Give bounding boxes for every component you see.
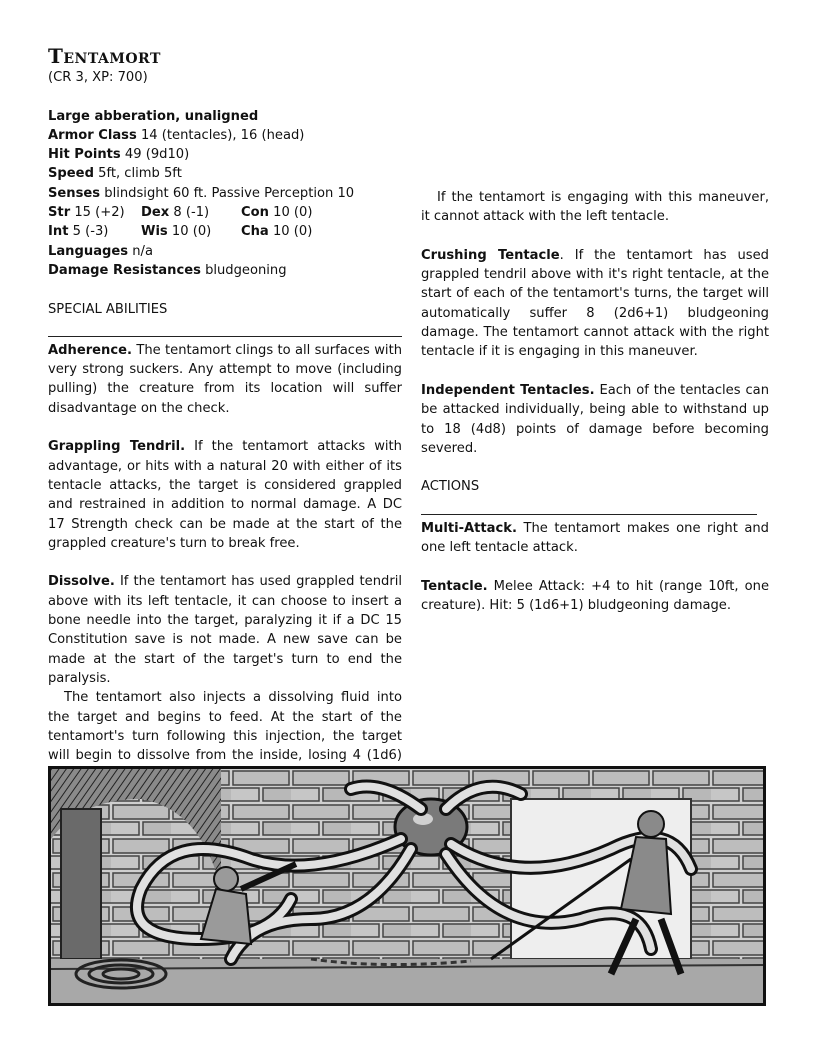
dissolve-paragraph-3 — [421, 188, 769, 227]
challenge-rating: (CR 3, XP: 700) — [48, 70, 148, 85]
ability-value: 8 (-1) — [173, 205, 210, 221]
dissolve-name: Dissolve. — [48, 574, 115, 590]
ability-scores — [48, 203, 402, 242]
crushing-paragraph — [421, 246, 769, 362]
multi-attack-paragraph — [421, 519, 769, 558]
armor-class-value: 14 (tentacles), 16 (head) — [140, 127, 305, 143]
damage-resistances-line — [48, 261, 402, 280]
damage-resistances-label: Damage Resistances — [48, 262, 201, 278]
grappling-text: If the tentamort attacks with advantage, or hits with a natural 20 with either of its tentacle attacks, the target is considered grappled and restrained in addition to normal damage. A DC 17 Strength check can be made at the start of the grappled creature's turn to break free. — [48, 439, 402, 551]
ability-label: Wis — [141, 224, 168, 240]
monster-type: Large abberation, unaligned — [48, 108, 259, 124]
grappling-name: Grappling Tendril. — [48, 439, 186, 455]
languages-line — [48, 242, 402, 261]
ability-value: 15 (+2) — [74, 205, 125, 221]
languages-label: Languages — [48, 243, 129, 259]
senses-line — [48, 184, 402, 203]
tentacle-paragraph — [421, 577, 769, 616]
crushing-text: . If the tentamort has used grappled tendril above with it's right tentacle, at the start of each of the tentamort's turns, the target will automatically suffer 8 (2d6+1) bludgeoning damage. The tentamort cannot attack with the right tentacle if it is engaging in this maneuver. — [421, 247, 769, 360]
section-divider — [421, 514, 757, 515]
independent-text: Each of the tentacles can be attacked individually, being able to withstand up to 18 (4d8) points of damage before becoming severed. — [421, 382, 769, 456]
tentacle-name: Tentacle. — [421, 578, 488, 594]
languages-value: n/a — [132, 243, 153, 259]
actions-heading: ACTIONS — [421, 479, 480, 495]
hit-points-value: 49 (9d10) — [124, 147, 190, 163]
senses-value: blindsight 60 ft. Passive Perception 10 — [104, 185, 355, 201]
ability-label: Int — [48, 224, 69, 240]
ability-label: Str — [48, 205, 71, 221]
ability-dex — [141, 203, 241, 222]
independent-name: Independent Tentacles. — [421, 382, 595, 398]
dissolve-paragraph — [48, 572, 402, 688]
speed-label: Speed — [48, 166, 94, 182]
ability-int — [48, 222, 141, 241]
tentacle-text: Melee Attack: +4 to hit (range 10ft, one creature). Hit: 5 (1d6+1) bludgeoning damage. — [421, 578, 769, 613]
speed-value: 5ft, climb 5ft — [98, 166, 182, 182]
section-divider — [48, 336, 402, 337]
ability-label: Con — [241, 205, 269, 221]
damage-resistances-value: bludgeoning — [205, 262, 287, 278]
right-column — [421, 50, 769, 615]
hit-points-label: Hit Points — [48, 147, 121, 163]
dissolve-text-3: If the tentamort is engaging with this maneuver, it cannot attack with the left tentacle. — [421, 190, 769, 225]
multi-attack-text: The tentamort makes one right and one left tentacle attack. — [421, 520, 769, 556]
tentamort-illustration — [48, 766, 766, 1006]
independent-paragraph — [421, 381, 769, 458]
monster-name: Tentamort — [48, 44, 161, 68]
ability-value: 10 (0) — [272, 224, 313, 240]
ability-str — [48, 203, 141, 222]
senses-label: Senses — [48, 185, 101, 201]
ability-cha — [241, 222, 341, 241]
ability-value: 5 (-3) — [72, 224, 109, 240]
grappling-paragraph — [48, 437, 402, 553]
ability-con — [241, 203, 341, 222]
dissolve-text: If the tentamort has used grappled tendril above with its left tentacle, it can choose to insert a bone needle into the target, paralyzing it if a DC 15 Constitution save is not made. A new save can be made at the start of the target's turn to end the paralysis. — [48, 574, 402, 686]
ability-value: 10 (0) — [171, 224, 212, 240]
hit-points-line — [48, 145, 402, 164]
crushing-name: Crushing Tentacle — [421, 247, 560, 263]
special-abilities-heading: SPECIAL ABILITIES — [48, 301, 168, 317]
speed-line — [48, 164, 402, 183]
adherence-paragraph — [48, 341, 402, 418]
adherence-name: Adherence. — [48, 342, 132, 358]
ability-value: 10 (0) — [273, 205, 313, 221]
ability-wis — [141, 222, 241, 241]
dissolve-text-2: The tentamort also injects a dissolving fluid into the target and begins to feed. At the start of the tentamort's turn following this injection, the target will begin to dissolve from the inside, losing 4 (1d6) — [48, 690, 402, 764]
armor-class-line — [48, 126, 402, 145]
illustration-svg — [51, 769, 763, 1003]
multi-attack-name: Multi-Attack. — [421, 520, 517, 536]
ability-label: Cha — [241, 224, 269, 240]
armor-class-label: Armor Class — [48, 127, 137, 143]
ability-label: Dex — [141, 205, 170, 221]
adherence-text: The tentamort clings to all surfaces with very strong suckers. Any attempt to move (including pulling) the creature from its location will suffer disadvantage on the check. — [48, 342, 402, 416]
